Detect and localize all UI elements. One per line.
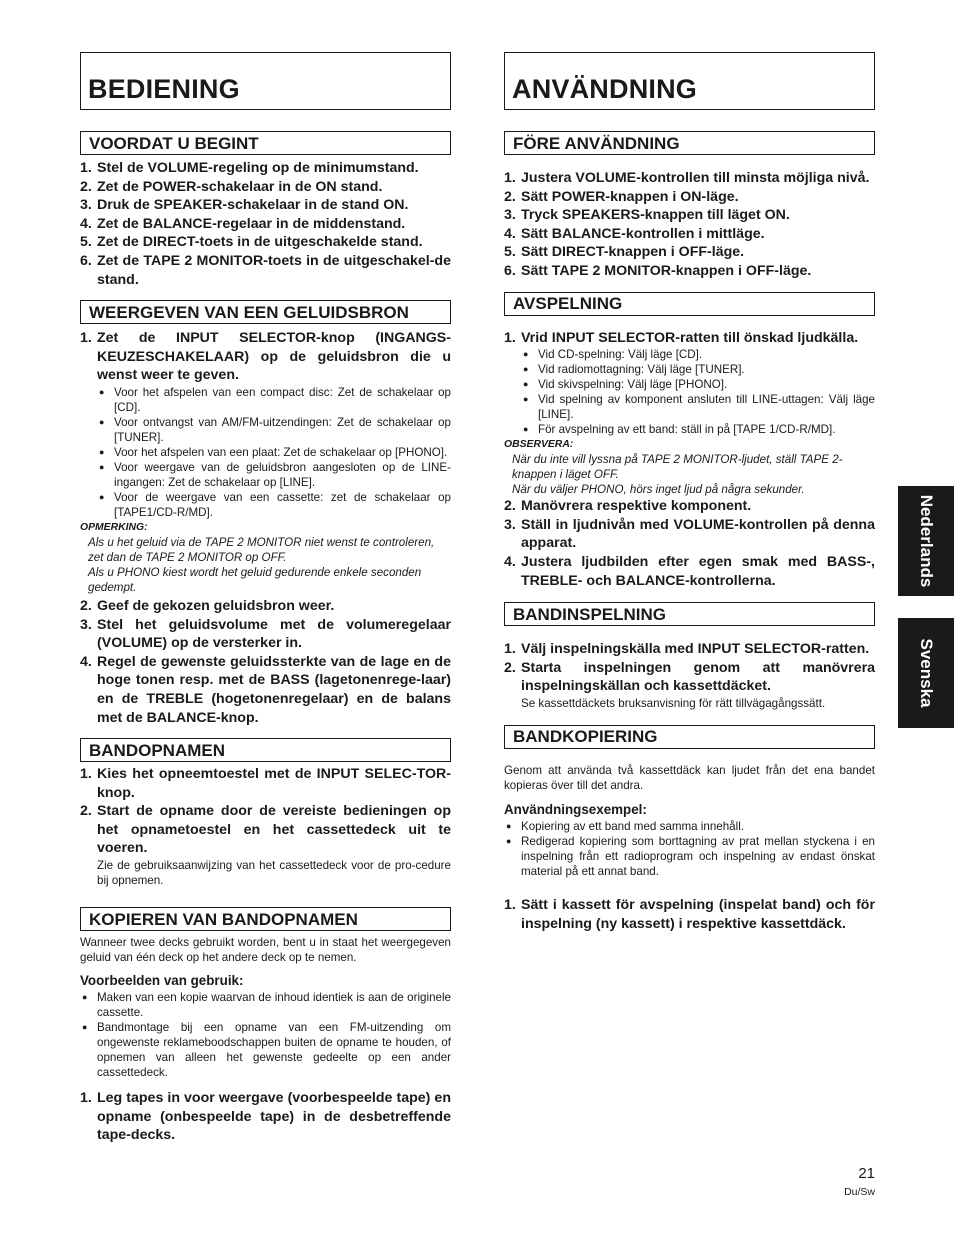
bullet-item	[504, 377, 875, 392]
section-title: WEERGEVEN VAN EEN GELUIDSBRON	[89, 302, 409, 322]
step-text: Zet de INPUT SELECTOR-knop (INGANGS-KEUZESCHAKELAAR) op de geluidsbron die u wenst weer te geven.	[97, 330, 451, 384]
tab-nederlands	[898, 486, 954, 596]
steps-weergeven	[80, 329, 451, 727]
step-item	[504, 206, 875, 225]
step-item	[504, 188, 875, 207]
step-number: 6.	[504, 262, 516, 279]
section-title: AVSPELNING	[513, 294, 623, 314]
step-item	[80, 329, 451, 385]
column-dutch	[80, 52, 451, 1145]
note-text: Als u het geluid via de TAPE 2 MONITOR niet wenst te controleren, zet dan de TAPE 2 MONITOR op OFF.	[88, 535, 435, 564]
step-number: 3.	[504, 207, 516, 224]
bullet-dot-icon: ●	[99, 386, 105, 397]
step-item	[80, 616, 451, 653]
bullet-text: Vid skivspelning: Välj läge [PHONO].	[538, 378, 728, 392]
step-number: 4.	[80, 215, 92, 232]
step-text: Geef de gekozen geluidsbron weer.	[97, 597, 335, 614]
step-number: 5.	[80, 234, 92, 251]
step-text: Zet de POWER-schakelaar in de ON stand.	[97, 178, 383, 195]
bullet-dot-icon: ●	[523, 364, 529, 375]
section-title: KOPIEREN VAN BANDOPNAMEN	[89, 909, 358, 929]
step-text: Zet de DIRECT-toets in de uitgeschakelde stand.	[97, 234, 423, 251]
step-number: 2.	[504, 659, 516, 676]
step-item	[80, 215, 451, 234]
bullet-text: Voor ontvangst van AM/FM-uitzendingen: Zet de schakelaar op [TUNER].	[114, 415, 451, 444]
step-number: 2.	[504, 498, 516, 515]
bullet-text: Voor de weergave van een cassette: zet de schakelaar op [TAPE1/CD-R/MD].	[114, 490, 451, 519]
step-text: Leg tapes in voor weergave (voorbespeelde tape) en opname (onbespeelde tape) in de desbetreffende tape-decks.	[97, 1090, 451, 1144]
step-number: 1.	[80, 766, 92, 783]
tab-label: Svenska	[917, 638, 936, 708]
step-number: 3.	[504, 516, 516, 533]
step-text: Justera VOLUME-kontrollen till minsta möjliga nivå.	[521, 170, 870, 186]
step-number: 1.	[80, 160, 92, 176]
section-header-bandopnamen	[80, 738, 451, 762]
bullet-text: För avspelning av ett band: ställ in på [TAPE 1/CD-R/MD].	[538, 423, 836, 437]
step-item	[504, 640, 875, 659]
language-code: Du/Sw	[844, 1186, 875, 1198]
section-header-fore	[504, 131, 875, 155]
step-item	[504, 497, 875, 516]
step-text: Stel het geluidsvolume met de volumeregelaar (VOLUME) op de versterker in.	[97, 616, 451, 652]
step-number: 2.	[80, 803, 92, 820]
examples-heading: Användningsexempel:	[504, 801, 647, 817]
section-header-bandkopiering	[504, 725, 875, 749]
step-text: Starta inspelningen genom att manövrera inspelningskällan och kassettdäcket.	[521, 659, 875, 695]
step-item	[504, 553, 875, 590]
column-swedish	[504, 52, 875, 933]
tab-svenska	[898, 618, 954, 728]
step-item	[504, 262, 875, 281]
step-number: 1.	[80, 1090, 92, 1107]
bullet-text: Voor weergave van de geluidsbron aangesloten op de LINE- ingangen: Zet de schakelaar op [LINE].	[114, 460, 451, 489]
bullet-item	[80, 1020, 451, 1080]
step-item	[80, 196, 451, 215]
section-header-kopieren	[80, 907, 451, 931]
step-item	[80, 802, 451, 858]
note-text: När du väljer PHONO, hörs inget ljud på några sekunder.	[512, 483, 805, 497]
note-heading: OBSERVERA:	[504, 439, 574, 451]
step-number: 1.	[504, 641, 516, 658]
step-text: Ställ in ljudnivån med VOLUME-kontrollen på denna apparat.	[521, 516, 875, 552]
step-text: Sätt POWER-knappen i ON-läge.	[521, 188, 739, 205]
step-number: 2.	[80, 597, 92, 614]
bullet-dot-icon: ●	[99, 446, 105, 457]
bullet-text: Maken van een kopie waarvan de inhoud identiek is aan de originele cassette.	[97, 991, 451, 1020]
steps-avspelning	[504, 329, 875, 591]
step-number: 1.	[504, 896, 516, 913]
section-header-weergeven	[80, 300, 451, 324]
note-text: När du inte vill lyssna på TAPE 2 MONITOR-ljudet, ställ TAPE 2-knappen i läget OFF.	[512, 453, 843, 482]
step-item	[80, 1089, 451, 1145]
intro-paragraph: Wanneer twee decks gebruikt worden, bent u in staat het weergegeven geluid van één deck op het andere deck op te nemen.	[80, 936, 451, 965]
bullet-text: Vid CD-spelning: Välj läge [CD].	[538, 348, 703, 362]
content-bandkopiering	[504, 763, 875, 933]
step-text: Sätt BALANCE-kontrollen i mittläge.	[521, 225, 765, 242]
step-number: 3.	[80, 616, 92, 633]
steps-bandinspelning	[504, 640, 875, 711]
bullet-dot-icon: ●	[523, 379, 529, 390]
steps-bandopnamen	[80, 765, 451, 888]
step-text: Kies het opneemtoestel met de INPUT SELEC-TOR-knop.	[97, 766, 451, 801]
main-title: ANVÄNDNING	[512, 74, 698, 104]
step-text: Sätt DIRECT-knappen i OFF-läge.	[521, 244, 745, 261]
page-number: 21	[858, 1165, 875, 1182]
step-text: Druk de SPEAKER-schakelaar in de stand ON.	[97, 197, 409, 214]
section-title: BANDINSPELNING	[513, 604, 667, 624]
step-note: Zie de gebruiksaanwijzing van het cassettedeck voor de pro-cedure bij opnemen.	[97, 859, 451, 888]
step-text: Start de opname door de vereiste bedieningen op het opnametoestel en het cassettedeck uit te voeren.	[97, 803, 451, 857]
bullet-dot-icon: ●	[99, 416, 105, 427]
bullet-item	[80, 445, 451, 460]
intro-paragraph: Genom att använda två kassettdäck kan ljudet från det ena bandet kopieras över till det andra.	[504, 763, 875, 792]
step-note: Se kassettdäckets bruksanvisning för rätt tillvägagångssätt.	[521, 696, 826, 710]
bullet-text: Bandmontage bij een opname van een FM-uitzending om ongewenste reklameboodschappen buiten de opname te houden, of opnemen van alleen het gewenste gedeelte op een ander cassettedeck.	[97, 1021, 451, 1080]
step-number: 5.	[504, 244, 516, 261]
bullet-dot-icon: ●	[99, 491, 105, 502]
step-text: Regel de gewenste geluidssterkte van de lage en de hoge tonen resp. met de BASS (lagetonenrege-laar) en de TREBLE (hogetonenregelaar) en de balans met de BALANCE-knop.	[97, 653, 451, 726]
step-text: Zet de BALANCE-regelaar in de middenstand.	[97, 215, 406, 232]
bullet-item	[80, 490, 451, 520]
examples-heading: Voorbeelden van gebruik:	[80, 973, 244, 989]
note-text: Als u PHONO kiest wordt het geluid gedurende enkele seconden gedempt.	[88, 565, 422, 594]
bullet-text: Voor het afspelen van een compact disc: Zet de schakelaar op [CD].	[114, 385, 451, 414]
bullet-dot-icon: ●	[506, 835, 512, 846]
step-item	[504, 225, 875, 244]
step-item	[80, 653, 451, 727]
step-item	[80, 159, 451, 178]
step-text: Manövrera respektive komponent.	[521, 498, 752, 515]
step-item	[504, 516, 875, 553]
step-text: Tryck SPEAKERS-knappen till läget ON.	[521, 207, 790, 224]
step-number: 1.	[504, 170, 516, 186]
step-number: 2.	[504, 188, 516, 205]
section-title: BANDKOPIERING	[513, 727, 658, 747]
step-item	[80, 233, 451, 252]
step-item	[504, 896, 875, 933]
bullet-dot-icon: ●	[523, 394, 529, 405]
bullet-item	[80, 415, 451, 445]
step-text: Vrid INPUT SELECTOR-ratten till önskad ljudkälla.	[521, 329, 859, 346]
step-number: 1.	[504, 329, 516, 346]
bullet-item	[504, 347, 875, 362]
step-item	[504, 169, 875, 188]
step-text: Zet de TAPE 2 MONITOR-toets in de uitgeschakel-de stand.	[97, 252, 451, 288]
step-text: Sätt i kassett för avspelning (inspelat band) och för inspelning (ny kassett) i respektive kassettdäck.	[521, 896, 875, 932]
bullet-text: Kopiering av ett band med samma innehåll.	[521, 819, 744, 833]
step-number: 4.	[504, 225, 516, 242]
step-item	[504, 243, 875, 262]
main-title: BEDIENING	[88, 74, 240, 104]
step-item	[80, 765, 451, 802]
bullet-item	[504, 422, 875, 437]
bullet-dot-icon: ●	[82, 992, 88, 1003]
step-item	[80, 597, 451, 616]
bullet-item	[504, 834, 875, 879]
step-number: 3.	[80, 197, 92, 214]
bullet-item	[504, 362, 875, 377]
bullet-item	[504, 819, 875, 834]
bullet-item	[504, 392, 875, 422]
section-title: FÖRE ANVÄNDNING	[513, 133, 680, 153]
bullet-dot-icon: ●	[506, 820, 512, 831]
main-title-box	[80, 52, 451, 110]
bullet-text: Voor het afspelen van een plaat: Zet de schakelaar op [PHONO].	[114, 445, 448, 459]
step-item	[504, 329, 875, 348]
step-number: 2.	[80, 178, 92, 195]
bullet-item	[80, 990, 451, 1020]
step-item	[504, 659, 875, 696]
step-item	[80, 178, 451, 197]
section-title: BANDOPNAMEN	[89, 740, 225, 760]
step-text: Stel de VOLUME-regeling op de minimumstand.	[97, 160, 419, 176]
step-number: 6.	[80, 252, 92, 269]
step-text: Sätt TAPE 2 MONITOR-knappen i OFF-läge.	[521, 262, 812, 279]
main-title-box	[504, 52, 875, 110]
bullet-text: Vid spelning av komponent ansluten till LINE-uttagen: Välj läge [LINE].	[538, 393, 875, 422]
step-number: 4.	[80, 653, 92, 670]
bullet-dot-icon: ●	[99, 461, 105, 472]
bullet-text: Vid radiomottagning: Välj läge [TUNER].	[538, 363, 745, 377]
step-text: Välj inspelningskälla med INPUT SELECTOR-ratten.	[521, 641, 870, 658]
bullet-dot-icon: ●	[523, 349, 529, 360]
steps-voordat	[80, 159, 451, 289]
bullet-item	[80, 385, 451, 415]
steps-fore	[504, 169, 875, 281]
bullet-item	[80, 460, 451, 490]
note-heading: OPMERKING:	[80, 521, 148, 533]
section-title: VOORDAT U BEGINT	[89, 133, 259, 153]
bullet-dot-icon: ●	[82, 1022, 88, 1033]
bullet-dot-icon: ●	[523, 424, 529, 435]
step-number: 1.	[80, 330, 92, 347]
section-header-avspelning	[504, 292, 875, 316]
section-header-bandinspelning	[504, 602, 875, 626]
step-item	[80, 252, 451, 289]
step-text: Justera ljudbilden efter egen smak med BASS-, TREBLE- och BALANCE-kontrollerna.	[521, 553, 875, 589]
tab-label: Nederlands	[917, 494, 936, 588]
step-number: 4.	[504, 553, 516, 570]
content-kopieren	[80, 935, 451, 1145]
bullet-text: Redigerad kopiering som borttagning av prat mellan styckena i en inspelning från ett radioprogram och inspelning av endast önskat material på ett annat band.	[521, 834, 875, 878]
section-header-voordat	[80, 131, 451, 155]
